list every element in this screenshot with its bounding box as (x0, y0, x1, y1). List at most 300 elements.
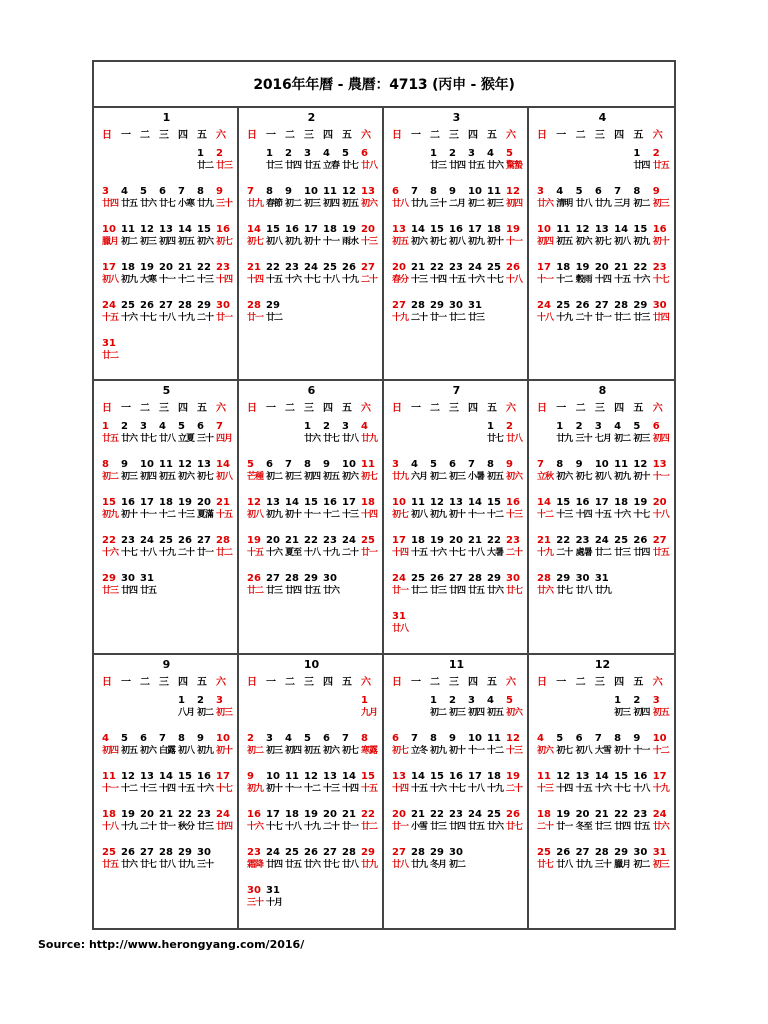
weekday-label: 三 (304, 130, 314, 141)
day-cell (612, 496, 631, 534)
lunar-date: 廿八 (392, 624, 409, 635)
weekday-label: 一 (266, 403, 276, 415)
lunar-date: 十九 (487, 783, 504, 794)
day-number: 30 (197, 846, 211, 858)
lunar-date: 二十 (506, 783, 523, 794)
day-number: 27 (197, 535, 211, 547)
lunar-date: 三十 (197, 859, 214, 870)
weekday-label: 二 (285, 130, 295, 141)
day-cell (176, 808, 195, 846)
day-number: 8 (556, 459, 564, 471)
lunar-date: 初八 (594, 472, 611, 483)
lunar-date: 十二 (159, 510, 176, 521)
day-cell (651, 534, 670, 572)
day-cell (504, 147, 523, 185)
day-number: 12 (506, 732, 520, 744)
day-number: 31 (140, 573, 154, 585)
day-number: 4 (323, 148, 330, 159)
day-cell (612, 223, 631, 261)
day-number: 5 (304, 732, 311, 744)
empty-cell (157, 572, 176, 610)
day-cell (195, 732, 214, 770)
lunar-date: 廿二 (594, 548, 611, 559)
lunar-date: 廿五 (468, 821, 485, 832)
empty-cell (485, 299, 504, 337)
day-number: 30 (247, 884, 261, 896)
day-cell (176, 458, 195, 496)
lunar-date: 廿七 (323, 434, 340, 445)
weekday-label: 六 (652, 130, 663, 141)
lunar-date: 初二 (430, 707, 447, 718)
day-cell (554, 534, 573, 572)
week-row (390, 770, 523, 808)
weekday-header (390, 672, 523, 694)
lunar-date: 十六 (285, 275, 302, 285)
day-number: 4 (361, 421, 368, 433)
day-number: 24 (392, 573, 406, 585)
lunar-date: 十一 (159, 275, 176, 285)
day-number: 12 (247, 497, 261, 509)
day-number: 26 (247, 573, 261, 585)
lunar-date: 廿六 (121, 859, 138, 870)
day-number: 24 (342, 535, 356, 547)
empty-cell (138, 337, 157, 375)
day-number: 7 (468, 459, 475, 471)
day-number: 8 (430, 732, 437, 744)
lunar-date: 初六 (537, 745, 554, 756)
empty-cell (409, 694, 428, 732)
lunar-date: 初二 (102, 472, 119, 483)
day-cell (651, 846, 670, 884)
day-number: 8 (361, 732, 368, 744)
day-number: 7 (411, 186, 418, 197)
day-number: 22 (614, 808, 629, 820)
day-number: 9 (247, 770, 254, 782)
day-number: 10 (266, 770, 280, 782)
day-cell (593, 185, 612, 223)
day-number: 9 (121, 459, 128, 471)
day-number: 30 (121, 573, 135, 585)
day-number: 12 (556, 770, 571, 782)
day-number: 22 (197, 262, 211, 273)
weekday-label: 六 (506, 130, 516, 141)
lunar-date: 十八 (468, 783, 485, 794)
lunar-date: 十九 (537, 548, 554, 559)
lunar-date: 廿三 (594, 821, 611, 832)
lunar-date: 廿八 (392, 859, 409, 870)
week-row (245, 572, 378, 610)
day-number: 22 (633, 262, 648, 273)
day-cell (504, 694, 523, 732)
day-number: 5 (342, 148, 349, 159)
day-number: 21 (594, 808, 609, 820)
weekday-label: 四 (614, 676, 625, 688)
lunar-date: 廿九 (556, 434, 573, 445)
day-number: 7 (178, 186, 185, 197)
lunar-date: 廿二 (614, 313, 631, 323)
day-cell (100, 337, 119, 375)
day-cell (195, 147, 214, 185)
lunar-date: 廿八 (575, 586, 592, 597)
week-row (535, 458, 670, 496)
day-cell (466, 185, 485, 223)
week-row (245, 261, 378, 299)
day-number: 10 (468, 186, 482, 197)
lunar-date: 十六 (197, 783, 214, 794)
lunar-date: 三十 (216, 199, 233, 209)
day-number: 3 (392, 459, 399, 471)
day-cell (100, 185, 119, 223)
day-cell (157, 732, 176, 770)
day-cell (138, 299, 157, 337)
week-row (390, 572, 523, 610)
lunar-date: 十五 (216, 510, 233, 521)
day-number: 13 (652, 459, 667, 471)
day-cell (631, 458, 650, 496)
weekday-label: 一 (121, 403, 131, 415)
lunar-date: 初六 (556, 472, 573, 483)
day-number: 13 (392, 224, 406, 235)
lunar-date: 十七 (140, 313, 157, 323)
lunar-date: 初八 (411, 510, 428, 521)
week-row (535, 299, 670, 337)
day-number: 17 (304, 224, 318, 235)
day-cell (264, 884, 283, 922)
day-cell (264, 261, 283, 299)
day-number: 26 (556, 846, 571, 858)
weekday-label: 四 (178, 130, 188, 141)
lunar-date: 初四 (468, 707, 485, 718)
lunar-date: 廿三 (614, 548, 631, 559)
weekday-label: 五 (633, 403, 644, 415)
day-cell (504, 732, 523, 770)
weekday-label: 五 (197, 130, 207, 141)
day-cell (302, 808, 321, 846)
lunar-date: 十八 (652, 510, 669, 521)
day-cell (554, 299, 573, 337)
lunar-date: 十七 (216, 783, 233, 794)
day-number: 26 (430, 573, 444, 585)
weekday-label: 日 (247, 676, 257, 688)
day-number: 12 (506, 186, 520, 197)
day-number: 15 (556, 497, 571, 509)
week-row (100, 337, 233, 375)
day-cell (340, 458, 359, 496)
lunar-date: 廿二 (449, 313, 466, 323)
lunar-date: 廿三 (102, 586, 119, 597)
lunar-date: 初五 (323, 472, 340, 483)
lunar-date: 廿一 (247, 313, 264, 323)
lunar-date: 二十 (411, 313, 428, 323)
day-number: 18 (487, 224, 501, 235)
day-number: 19 (247, 535, 261, 547)
lunar-date: 初二 (121, 237, 138, 247)
week-row (390, 458, 523, 496)
day-number: 19 (575, 262, 590, 273)
weekday-header (100, 125, 233, 147)
day-cell (447, 572, 466, 610)
day-cell (485, 185, 504, 223)
day-cell (359, 534, 378, 572)
day-cell (119, 299, 138, 337)
day-number: 3 (468, 694, 475, 706)
day-number: 8 (614, 732, 622, 744)
lunar-date: 十七 (121, 548, 138, 559)
day-number: 25 (102, 846, 116, 858)
day-cell (485, 808, 504, 846)
day-number: 5 (178, 421, 185, 433)
day-number: 16 (575, 497, 590, 509)
lunar-date: 十一 (468, 510, 485, 521)
day-cell (176, 299, 195, 337)
lunar-date: 十二 (304, 783, 321, 794)
empty-cell (283, 420, 302, 458)
lunar-date: 廿九 (575, 859, 592, 870)
day-cell (321, 572, 340, 610)
day-cell (176, 185, 195, 223)
week-row (245, 884, 378, 922)
day-number: 26 (178, 535, 192, 547)
day-cell (390, 770, 409, 808)
day-number: 31 (266, 884, 280, 896)
empty-cell (157, 694, 176, 732)
day-number: 30 (633, 846, 648, 858)
lunar-date: 初五 (487, 707, 504, 718)
day-number: 13 (594, 224, 609, 235)
empty-cell (302, 694, 321, 732)
month-7 (384, 381, 529, 654)
lunar-date: 廿二 (247, 586, 264, 597)
day-cell (428, 534, 447, 572)
day-number: 20 (266, 535, 280, 547)
lunar-date: 初四 (537, 237, 554, 247)
lunar-date: 十五 (411, 783, 428, 794)
day-cell (466, 534, 485, 572)
day-number: 7 (247, 186, 254, 197)
day-cell (390, 496, 409, 534)
day-number: 6 (140, 732, 147, 744)
week-row (245, 458, 378, 496)
empty-cell (447, 420, 466, 458)
weekday-label: 日 (102, 676, 112, 688)
day-cell (302, 770, 321, 808)
day-cell (485, 458, 504, 496)
day-number: 24 (652, 808, 667, 820)
day-number: 3 (102, 186, 109, 197)
week-row (100, 185, 233, 223)
lunar-date: 十五 (449, 275, 466, 285)
day-number: 25 (537, 846, 551, 858)
day-cell (302, 496, 321, 534)
month-number: 7 (452, 384, 461, 398)
lunar-date: 廿七 (159, 199, 176, 209)
day-cell (504, 223, 523, 261)
lunar-date: 十五 (411, 548, 428, 559)
day-number: 6 (652, 421, 660, 433)
day-cell (631, 420, 650, 458)
day-cell (466, 261, 485, 299)
lunar-date: 十六 (633, 275, 650, 285)
day-number: 21 (285, 535, 299, 547)
lunar-date: 十八 (304, 548, 321, 559)
day-number: 14 (247, 224, 261, 235)
day-cell (554, 572, 573, 610)
lunar-date: 廿九 (197, 199, 214, 209)
empty-cell (340, 694, 359, 732)
week-row (245, 147, 378, 185)
lunar-date: 廿三 (216, 161, 233, 171)
day-cell (390, 185, 409, 223)
day-cell (100, 261, 119, 299)
day-cell (119, 458, 138, 496)
lunar-date: 十二 (323, 510, 340, 521)
weekday-label: 五 (487, 130, 497, 141)
day-number: 24 (594, 535, 609, 547)
day-number: 12 (304, 770, 318, 782)
day-cell (466, 458, 485, 496)
day-cell (302, 458, 321, 496)
lunar-date: 廿六 (304, 859, 321, 870)
lunar-date: 二十 (361, 275, 378, 285)
lunar-date: 六月 (411, 472, 428, 483)
empty-cell (176, 572, 195, 610)
day-cell (390, 534, 409, 572)
day-number: 16 (285, 224, 299, 235)
lunar-date: 十八 (323, 275, 340, 285)
lunar-date: 初二 (247, 745, 264, 756)
day-number: 22 (430, 262, 444, 273)
lunar-date: 十九 (392, 313, 409, 323)
week-row (535, 770, 670, 808)
lunar-date: 二十 (178, 548, 195, 559)
lunar-date: 初八 (266, 237, 283, 247)
weekday-label: 日 (247, 130, 257, 141)
empty-cell (138, 147, 157, 185)
lunar-date: 十六 (430, 783, 447, 794)
day-number: 6 (159, 186, 166, 197)
day-number: 24 (304, 262, 318, 273)
day-cell (100, 299, 119, 337)
day-cell (119, 496, 138, 534)
day-cell (321, 808, 340, 846)
weekday-label: 二 (430, 130, 440, 141)
day-cell (574, 185, 593, 223)
lunar-date: 廿八 (342, 859, 359, 870)
day-number: 27 (140, 846, 154, 858)
empty-cell (157, 337, 176, 375)
day-cell (390, 261, 409, 299)
week-row (245, 808, 378, 846)
day-number: 29 (556, 573, 571, 585)
day-number: 28 (468, 573, 482, 585)
lunar-date: 十二 (121, 783, 138, 794)
lunar-date: 初九 (468, 237, 485, 247)
lunar-date: 初八 (216, 472, 233, 483)
empty-cell (409, 610, 428, 648)
day-cell (574, 496, 593, 534)
day-cell (176, 420, 195, 458)
day-cell (283, 458, 302, 496)
weekday-label: 一 (266, 676, 276, 688)
day-number: 29 (178, 846, 192, 858)
day-number: 26 (506, 262, 520, 273)
day-number: 7 (537, 459, 544, 471)
day-number: 1 (430, 694, 437, 706)
weekday-label: 一 (411, 130, 421, 141)
day-number: 23 (449, 262, 463, 273)
day-cell (612, 808, 631, 846)
lunar-date: 三十 (430, 199, 447, 209)
lunar-date: 十九 (652, 783, 669, 794)
lunar-date: 穀雨 (575, 275, 592, 285)
day-number: 24 (266, 846, 280, 858)
day-number: 9 (285, 186, 292, 197)
day-number: 24 (537, 300, 551, 311)
day-cell (466, 694, 485, 732)
day-number: 14 (285, 497, 299, 509)
lunar-date: 雨水 (342, 237, 359, 247)
day-number: 17 (468, 770, 482, 782)
lunar-date: 廿三 (266, 586, 283, 597)
day-number: 2 (506, 421, 513, 433)
lunar-date: 初九 (197, 745, 214, 756)
day-number: 2 (575, 421, 583, 433)
day-number: 6 (392, 186, 399, 197)
empty-cell (428, 420, 447, 458)
day-number: 23 (449, 808, 463, 820)
lunar-date: 廿七 (140, 859, 157, 870)
day-cell (157, 770, 176, 808)
day-number: 17 (652, 770, 667, 782)
day-cell (264, 496, 283, 534)
day-cell (651, 261, 670, 299)
day-cell (651, 223, 670, 261)
lunar-date: 初十 (285, 510, 302, 521)
day-number: 3 (537, 186, 544, 197)
day-number: 7 (285, 459, 292, 471)
week-row (100, 732, 233, 770)
day-cell (447, 496, 466, 534)
lunar-date: 十七 (304, 275, 321, 285)
day-number: 20 (392, 808, 406, 820)
day-number: 20 (392, 262, 406, 273)
day-cell (612, 458, 631, 496)
day-cell (264, 185, 283, 223)
day-cell (138, 496, 157, 534)
day-number: 27 (323, 846, 337, 858)
day-number: 14 (342, 770, 356, 782)
lunar-date: 廿七 (342, 161, 359, 171)
lunar-date: 寒露 (361, 745, 378, 756)
day-number: 11 (285, 770, 299, 782)
day-cell (428, 694, 447, 732)
day-cell (214, 299, 233, 337)
week-row (390, 732, 523, 770)
empty-cell (138, 694, 157, 732)
day-cell (340, 420, 359, 458)
lunar-date: 廿五 (102, 859, 119, 870)
weekday-label: 二 (575, 403, 586, 415)
day-number: 19 (121, 808, 135, 820)
day-number: 15 (361, 770, 375, 782)
lunar-date: 廿一 (430, 313, 447, 323)
day-cell (157, 846, 176, 884)
empty-cell (485, 610, 504, 648)
day-cell (485, 534, 504, 572)
weekday-label: 四 (323, 403, 333, 415)
day-cell (631, 808, 650, 846)
day-cell (390, 572, 409, 610)
